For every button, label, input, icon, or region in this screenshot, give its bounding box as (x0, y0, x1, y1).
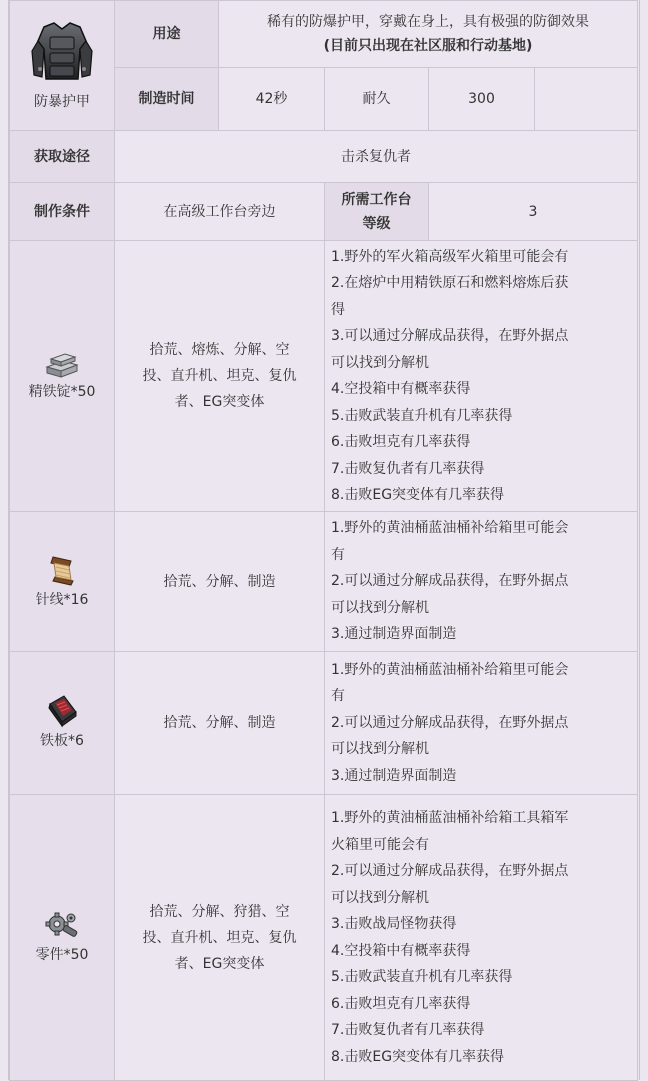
detail-line: 2.在熔炉中用精铁原石和燃料熔炼后获 (331, 275, 569, 291)
workbench-label-line1: 所需工作台 (341, 191, 412, 208)
detail-line: 1.野外的黄油桶蓝油桶补给箱里可能会 (331, 661, 569, 678)
detail-line: 可以找到分解机 (331, 741, 429, 758)
detail-line: 1.野外的黄油桶蓝油桶补给箱里可能会 (331, 520, 569, 537)
detail-line: 5.击败武装直升机有几率获得 (331, 407, 513, 424)
detail-line: 6.击败坦克有几率获得 (331, 995, 471, 1012)
detail-line: 6.击败坦克有几率获得 (331, 434, 471, 450)
armor-name: 防暴护甲 (34, 93, 90, 110)
material-name: 针线*16 (35, 591, 89, 608)
purpose-note: (目前只出现在社区服和行动基地) (323, 38, 533, 54)
material-details (325, 512, 638, 652)
source-line: 者、EG突变体 (174, 955, 265, 972)
craft-time-value: 42秒 (219, 68, 325, 131)
material-name: 铁板*6 (40, 733, 84, 749)
detail-line: 4.空投箱中有概率获得 (331, 381, 471, 397)
detail-line: 有 (331, 546, 345, 563)
detail-line: 2.可以通过分解成品获得，在野外据点 (331, 863, 569, 879)
workbench-level-value: 3 (429, 183, 638, 241)
gear-parts-icon (45, 910, 79, 942)
source-line: 拾荒、熔炼、分解、空 (149, 342, 290, 358)
detail-line: 2.可以通过分解成品获得，在野外据点 (331, 714, 569, 731)
material-cell-parts (10, 795, 115, 1081)
material-name: 精铁锭*50 (28, 384, 96, 400)
detail-line: 1.野外的军火箱高级军火箱里可能会有 (331, 248, 569, 265)
detail-line: 得 (331, 301, 345, 318)
workbench-label-line2: 等级 (362, 215, 391, 232)
material-cell-iron-ingot (10, 241, 115, 512)
source-line: 投、直升机、坦克、复仇 (142, 929, 297, 946)
detail-line: 3.可以通过分解成品获得，在野外据点 (331, 328, 569, 344)
detail-line: 3.击败战局怪物获得 (331, 916, 457, 932)
acquire-label: 获取途径 (10, 131, 115, 183)
source-line: 投、直升机、坦克、复仇 (142, 368, 297, 384)
detail-line: 4.空投箱中有概率获得 (331, 942, 471, 959)
material-cell-iron-plate (10, 652, 115, 795)
source-line: 拾荒、分解、制造 (163, 715, 276, 731)
source-line: 拾荒、分解、狩猎、空 (149, 903, 290, 920)
purpose-cell (219, 1, 638, 68)
material-name: 零件*50 (35, 946, 89, 963)
detail-line: 可以找到分解机 (331, 889, 429, 906)
detail-line: 8.击败EG突变体有几率获得 (331, 487, 505, 503)
thread-spool-icon (49, 553, 75, 587)
purpose-text: 稀有的防爆护甲，穿戴在身上，具有极强的防御效果 (267, 14, 589, 30)
craft-condition-value: 在高级工作台旁边 (115, 183, 325, 241)
iron-ingot-icon (45, 349, 79, 379)
purpose-label: 用途 (115, 1, 219, 68)
detail-line: 3.通过制造界面制造 (331, 767, 457, 784)
item-info-table (9, 0, 638, 1081)
material-details (325, 241, 638, 512)
material-details (325, 795, 638, 1081)
detail-line: 可以找到分解机 (331, 354, 429, 371)
source-line: 拾荒、分解、制造 (163, 573, 276, 590)
durability-value: 300 (429, 68, 535, 131)
material-details (325, 652, 638, 795)
detail-line: 有 (331, 688, 345, 705)
armor-vest-icon (30, 19, 94, 89)
material-cell-thread (10, 512, 115, 652)
detail-line: 可以找到分解机 (331, 599, 429, 616)
material-sources (115, 652, 325, 795)
durability-label: 耐久 (325, 68, 429, 131)
acquire-value: 击杀复仇者 (115, 131, 638, 183)
empty-cell (535, 68, 638, 131)
detail-line: 1.野外的黄油桶蓝油桶补给箱工具箱军 (331, 810, 569, 826)
workbench-level-label (325, 183, 429, 241)
detail-line: 7.击败复仇者有几率获得 (331, 1022, 485, 1038)
material-sources (115, 241, 325, 512)
detail-line: 2.可以通过分解成品获得，在野外据点 (331, 573, 569, 590)
detail-line: 3.通过制造界面制造 (331, 626, 457, 643)
detail-line: 5.击败武装直升机有几率获得 (331, 969, 513, 985)
source-line: 者、EG突变体 (174, 394, 265, 410)
iron-plate-icon (46, 694, 78, 728)
detail-line: 8.击败EG突变体有几率获得 (331, 1048, 505, 1065)
detail-line: 7.击败复仇者有几率获得 (331, 460, 485, 477)
craft-condition-label: 制作条件 (10, 183, 115, 241)
craft-time-label: 制造时间 (115, 68, 219, 131)
armor-cell (10, 1, 115, 131)
material-sources (115, 512, 325, 652)
material-sources (115, 795, 325, 1081)
detail-line: 火箱里可能会有 (331, 836, 429, 853)
